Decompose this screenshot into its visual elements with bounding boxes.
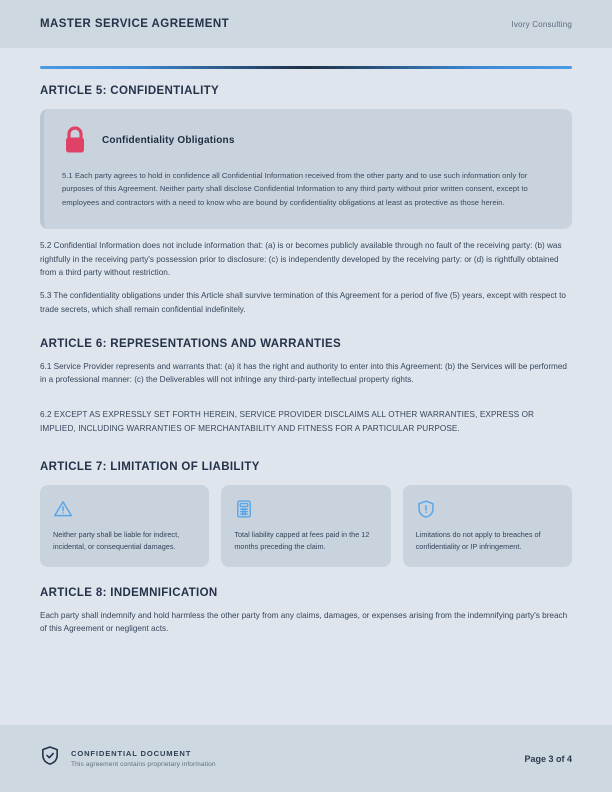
liability-card-text: Neither party shall be liable for indirect, incidental, or consequential damages. xyxy=(53,529,180,551)
article-heading-6: ARTICLE 6: REPRESENTATIONS AND WARRANTIES xyxy=(40,337,342,350)
shield-alert-icon xyxy=(416,497,559,521)
organization-name: Ivory Consulting xyxy=(511,19,572,29)
liability-card-row xyxy=(40,485,572,567)
liability-card-fee-cap xyxy=(221,485,390,567)
liability-card-text: Total liability capped at fees paid in the 12 months preceding the claim. xyxy=(234,529,370,551)
article-heading-5: ARTICLE 5: CONFIDENTIALITY xyxy=(40,85,220,97)
document-header xyxy=(0,0,612,48)
article-6-paragraph-2: 6.2 EXCEPT AS EXPRESSLY SET FORTH HEREIN, SERVICE PROVIDER DISCLAIMS ALL OTHER WARRANTIES, EXPRESS OR IMPLIED, INCLUDING WARRANTIES OF MERCHANTABILITY AND FITNESS FOR A PARTICULAR PURPOSE. xyxy=(40,410,535,433)
page-title: MASTER SERVICE AGREEMENT xyxy=(40,18,230,30)
calculator-icon xyxy=(234,497,377,521)
footer-left-group xyxy=(40,745,216,772)
footer-text-group xyxy=(71,749,216,768)
article-6-paragraph-1: 6.1 Service Provider represents and warrants that: (a) it has the right and authority to enter into this Agreement: (b) the Services will be performed in a professional manner: (c) the Deliverables will not infringe any third-party intellectual property rights. xyxy=(40,361,567,385)
article-5-paragraph-3: 5.3 The confidentiality obligations under this Article shall survive termination of this Agreement for a period of five (5) years, except with respect to trade secrets, which shall remain confidential indefinitely. xyxy=(40,291,566,314)
document-footer xyxy=(0,725,612,792)
confidential-subtext: This agreement contains proprietary information xyxy=(71,761,216,768)
shield-check-icon xyxy=(40,745,60,772)
article-heading-7: ARTICLE 7: LIMITATION OF LIABILITY xyxy=(40,460,260,473)
liability-card-text: Limitations do not apply to breaches of confidentiality or IP infringement. xyxy=(415,529,541,551)
callout-title: Confidentiality Obligations xyxy=(102,134,235,146)
warning-triangle-icon xyxy=(53,497,196,521)
liability-card-indirect-damages xyxy=(40,485,209,567)
section-divider-rule xyxy=(40,66,572,69)
article-8-paragraph-1: Each party shall indemnify and hold harmless the other party from any claims, damages, or expenses arising from the indemnifying party's breach of this Agreement or negligent acts. xyxy=(40,610,568,633)
article-5-paragraph-2: 5.2 Confidential Information does not include information that: (a) is or becomes publicly available through no fault of the receiving party: (b) was rightfully in the receiving party's possession prior to disclosure: (c) is independently developed by the receiving party: or (d) is rightfully obtained from a third party without restriction. xyxy=(40,241,562,277)
article-heading-8: ARTICLE 8: INDEMNIFICATION xyxy=(40,586,218,599)
liability-card-exclusions xyxy=(403,485,572,567)
lock-icon xyxy=(62,125,88,155)
callout-header xyxy=(62,125,554,155)
callout-body-text: 5.1 Each party agrees to hold in confidence all Confidential Information received from the other party and to use such information only for purposes of this Agreement. Neither party shall disclose Confidential Information to any third party without prior written consent, except to employees and contractors with a need to know who are bound by confidentiality obligations at least as protective as those herein. xyxy=(62,171,528,207)
page-number: Page 3 of 4 xyxy=(524,753,572,764)
page-body xyxy=(0,66,612,635)
confidentiality-callout xyxy=(40,109,572,229)
confidential-label: CONFIDENTIAL DOCUMENT xyxy=(71,749,192,758)
